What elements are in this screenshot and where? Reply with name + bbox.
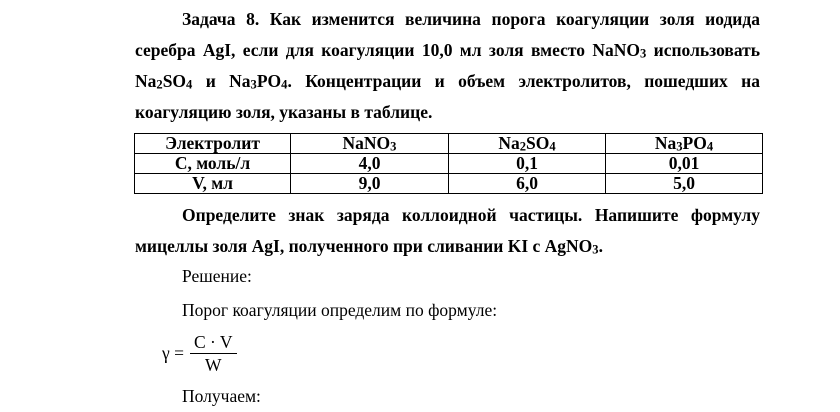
table-cell: 0,01 (606, 154, 763, 174)
electrolyte-table (134, 133, 763, 194)
task-text: использовать Na (135, 40, 760, 91)
subscript: 2 (156, 77, 163, 92)
subscript: 4 (186, 77, 193, 92)
task-text: . Концентрации и объем электролитов, пошедших на коагуляцию золя, указаны в таблице. (135, 71, 760, 122)
formula-text: Na (654, 133, 677, 153)
question-paragraph (135, 200, 760, 262)
subscript: 4 (549, 139, 556, 154)
table-row (135, 154, 763, 174)
task-paragraph (135, 4, 760, 128)
table-cell: 4,0 (291, 154, 449, 174)
task-text: Как изменится величина порога коагуляции золя иодида серебра AgI, если для коагуляции 10,0 мл золя вместо NaNO (135, 9, 760, 60)
task-text: SO (162, 71, 187, 91)
subscript: 4 (281, 77, 288, 92)
coagulation-threshold-formula (162, 330, 237, 376)
formula-text: SO (526, 133, 550, 153)
table-cell: 6,0 (449, 174, 606, 194)
formula-lhs: γ = (162, 342, 184, 363)
header-nano3 (291, 134, 449, 154)
subscript: 3 (639, 46, 647, 61)
formula-numerator: C · V (190, 332, 237, 354)
formula-intro: Порог коагуляции определим по формуле: (182, 300, 498, 320)
row-label: С, моль/л (135, 154, 291, 174)
solution-heading: Решение: (182, 266, 252, 286)
formula-fraction (190, 332, 237, 375)
table-cell: 5,0 (606, 174, 763, 194)
task-label: Задача 8. (182, 9, 260, 29)
task-text: и Na (192, 71, 251, 91)
result-lead: Получаем: (182, 386, 261, 406)
table-cell: 0,1 (449, 154, 606, 174)
table-row (135, 174, 763, 194)
header-na2so4 (449, 134, 606, 154)
subscript: 3 (592, 242, 599, 257)
formula-text: Na (498, 133, 520, 153)
subscript: 2 (519, 139, 527, 154)
question-text: . (598, 236, 603, 256)
subscript: 3 (390, 139, 397, 154)
question-text: Определите знак заряда коллоидной частицы. Напишите формулу мицеллы золя AgI, полученного при сливании KI с AgNO (135, 205, 760, 256)
formula-denominator: W (205, 354, 222, 375)
header-electrolyte: Электролит (135, 134, 291, 154)
formula-text: NaNO (342, 133, 391, 153)
row-label: V, мл (135, 174, 291, 194)
subscript: 3 (250, 77, 257, 92)
formula-text: PO (682, 133, 707, 153)
table-header-row (135, 134, 763, 154)
task-text: PO (256, 71, 282, 91)
subscript: 3 (676, 139, 683, 154)
table-cell: 9,0 (291, 174, 449, 194)
subscript: 4 (706, 139, 714, 154)
header-na3po4 (606, 134, 763, 154)
